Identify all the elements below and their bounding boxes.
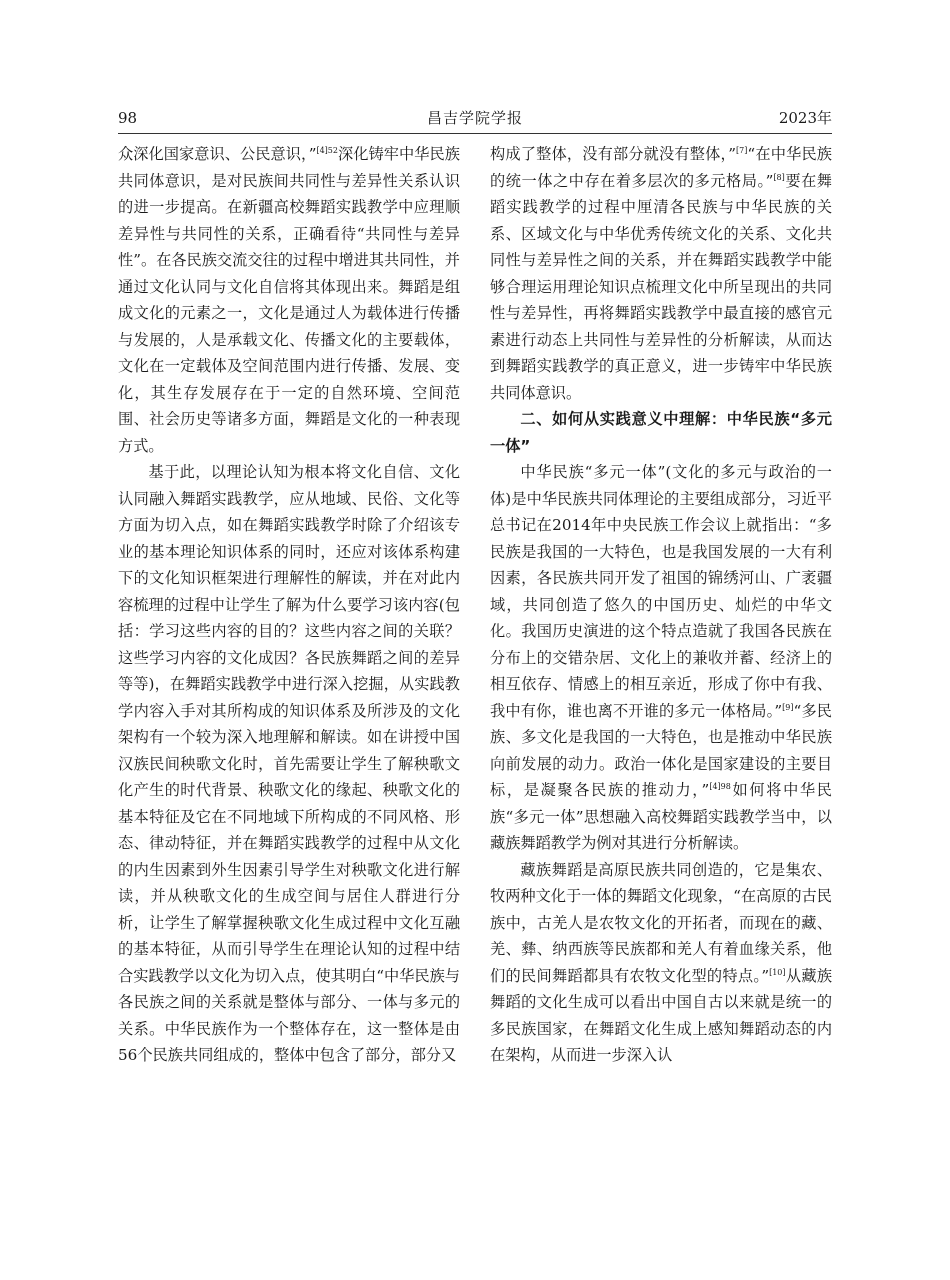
paragraph-continued <box>118 141 460 459</box>
text-run: 构成了整体，没有部分就没有整体，” <box>490 145 737 163</box>
left-column <box>118 141 460 1069</box>
text-run: 从藏族舞蹈的文化生成可以看出中国自古以来就是统一的多民族国家，在舞蹈文化生成上感知舞蹈动态的内在架构，从而进一步深入认 <box>490 966 833 1064</box>
paragraph-continued <box>490 141 832 406</box>
citation-marker: [10] <box>769 967 786 977</box>
text-run: “多民族、多文化是我国的一大特色，也是推动中华民族向前发展的动力。政治一体化是国家建设的主要目标，是凝聚各民族的推动力，” <box>490 701 832 799</box>
publication-year: 2023年 <box>778 109 832 127</box>
paragraph <box>490 857 832 1069</box>
text-run: 藏族舞蹈是高原民族共同创造的，它是集农、牧两种文化于一体的舞蹈文化现象，“在高原的古民族中，古羌人是农牧文化的开拓者，而现在的藏、羌、彝、纳西族等民族都和羌人有着血缘关系，他们的民间舞蹈都具有农牧文化型的特点。” <box>490 860 832 985</box>
text-run: 要在舞蹈实践教学的过程中厘清各民族与中华民族的关系、区域文化与中华优秀传统文化的关系、文化共同性与差异性之间的关系，并在舞蹈实践教学中能够合理运用理论知识点梳理文化中所呈现出的共同性与差异性，再将舞蹈实践教学中最直接的感官元素进行动态上共同性与差异性的分析解读，从而达到舞蹈实践教学的真正意义，进一步铸牢中华民族共同体意识。 <box>490 171 832 402</box>
running-header <box>118 106 832 130</box>
text-run: 众深化国家意识、公民意识，” <box>118 145 317 163</box>
citation-marker: [9] <box>782 702 794 712</box>
header-rule <box>118 133 832 134</box>
page-number: 98 <box>118 109 138 127</box>
paragraph <box>490 459 832 857</box>
right-column <box>490 141 832 1069</box>
citation-marker: [4]98 <box>709 782 731 791</box>
paragraph: 基于此，以理论认知为根本将文化自信、文化认同融入舞蹈实践教学，应从地域、民俗、文化等方面为切入点，如在舞蹈实践教学时除了介绍该专业的基本理论知识体系的同时，还应对该体系构建下的文化知识框架进行理解性的解读，并在对此内容梳理的过程中让学生了解为什么要学习该内容(包括：学习这些内容的目的？这些内容之间的关联？这些学习内容的文化成因？各民族舞蹈之间的差异等等)，在舞蹈实践教学中进行深入挖掘，从实践教学内容入手对其所构成的知识体系及所涉及的文化架构有一个较为深入地理解和解读。如在讲授中国汉族民间秧歌文化时，首先需要让学生了解秧歌文化产生的时代背景、秧歌文化的缘起、秧歌文化的基本特征及它在不同地域下所构成的不同风格、形态、律动特征，并在舞蹈实践教学的过程中从文化的内生因素到外生因素引导学生对秧歌文化进行解读，并从秧歌文化的生成空间与居住人群进行分析，让学生了解掌握秧歌文化生成过程中文化互融的基本特征，从而引导学生在理论认知的过程中结合实践教学以文化为切入点，使其明白“中华民族与各民族之间的关系就是整体与部分、一体与多元的关系。中华民族作为一个整体存在，这一整体是由56个民族共同组成的，整体中包含了部分，部分又 <box>118 463 460 1064</box>
citation-marker: [8] <box>773 172 785 182</box>
citation-marker: [7] <box>736 146 748 155</box>
text-run: 深化铸牢中华民族共同体意识，是对民族间共同性与差异性关系认识的进一步提高。在新疆高校舞蹈实践教学中应理顺差异性与共同性的关系，正确看待“共同性与差异性”。在各民族交流交往的过程中增进其共同性，并通过文化认同与文化自信将其体现出来。舞蹈是组成文化的元素之一，文化是通过人为载体进行传播与发展的，人是承载文化、传播文化的主要载体，文化在一定载体及空间范围内进行传播、发展、变化，其生存发展存在于一定的自然环境、空间范围、社会历史等诸多方面，舞蹈是文化的一种表现方式。 <box>118 145 460 455</box>
section-heading: 二、如何从实践意义中理解：中华民族“多元一体” <box>490 410 832 455</box>
journal-name: 昌吉学院学报 <box>426 109 523 127</box>
text-run: 中华民族“多元一体”(文化的多元与政治的一体)是中华民族共同体理论的主要组成部分，习近平总书记在2014年中央民族工作会议上就指出：“多民族是我国的一大特色，也是我国发展的一大有利因素，各民族共同开发了祖国的锦绣河山、广袤疆域，共同创造了悠久的中国历史、灿烂的中华文化。我国历史演进的这个特点造就了我国各民族在分布上的交错杂居、文化上的兼收并蓄、经济上的相互依存、情感上的相互亲近，形成了你中有我、我中有你，谁也离不开谁的多元一体格局。” <box>490 463 832 720</box>
text-run: 如何将中华民族“多元一体”思想融入高校舞蹈实践教学当中，以藏族舞蹈教学为例对其进行分析解读。 <box>490 781 832 852</box>
citation-marker: [4]52 <box>316 146 338 155</box>
text-run: “在中华民族的统一体之中存在着多层次的多元格局。” <box>490 145 832 190</box>
